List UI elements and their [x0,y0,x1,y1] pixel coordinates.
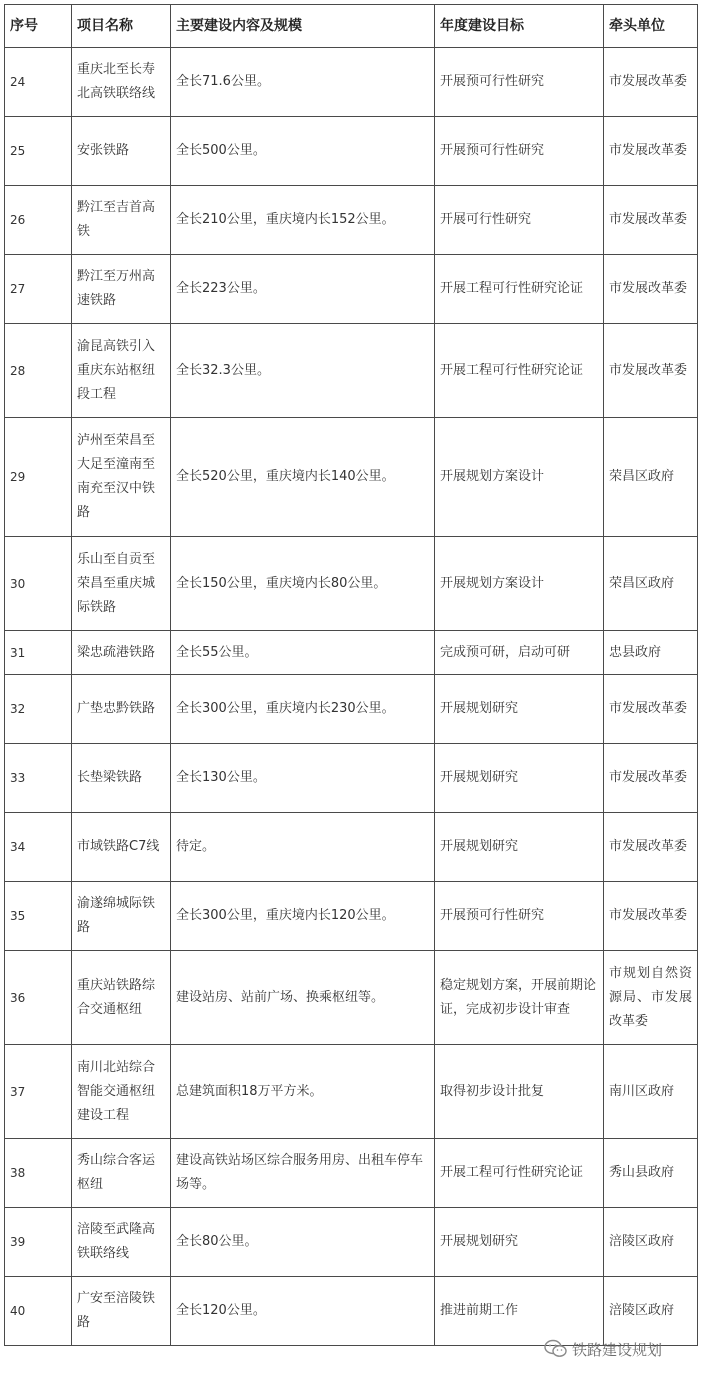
cell-content: 全长32.3公里。 [171,324,435,418]
cell-project-name: 重庆站铁路综合交通枢纽 [72,951,171,1045]
cell-target: 完成预可研，启动可研 [435,631,604,675]
cell-seq: 34 [5,813,72,882]
header-content: 主要建设内容及规模 [171,5,435,48]
table-row [5,951,698,1045]
cell-seq: 26 [5,186,72,255]
cell-seq: 29 [5,418,72,537]
cell-lead-unit: 市发展改革委 [604,813,698,882]
cell-lead-unit: 市发展改革委 [604,675,698,744]
cell-lead-unit: 忠县政府 [604,631,698,675]
cell-target: 开展规划研究 [435,744,604,813]
cell-lead-unit: 市发展改革委 [604,324,698,418]
watermark [544,1336,694,1362]
cell-target: 开展预可行性研究 [435,882,604,951]
cell-content: 全长80公里。 [171,1208,435,1277]
header-lead: 牵头单位 [604,5,698,48]
table-row [5,324,698,418]
cell-target: 开展可行性研究 [435,186,604,255]
table-row [5,675,698,744]
cell-content: 待定。 [171,813,435,882]
cell-lead-unit: 市发展改革委 [604,882,698,951]
cell-target: 开展预可行性研究 [435,117,604,186]
cell-seq: 38 [5,1139,72,1208]
cell-content: 全长223公里。 [171,255,435,324]
cell-project-name: 长垫梁铁路 [72,744,171,813]
table-row [5,813,698,882]
cell-project-name: 广垫忠黔铁路 [72,675,171,744]
cell-seq: 24 [5,48,72,117]
cell-project-name: 重庆北至长寿北高铁联络线 [72,48,171,117]
cell-content: 全长520公里，重庆境内长140公里。 [171,418,435,537]
cell-seq: 27 [5,255,72,324]
table-row [5,117,698,186]
cell-seq: 25 [5,117,72,186]
cell-target: 开展规划研究 [435,675,604,744]
cell-content: 全长55公里。 [171,631,435,675]
table-row [5,1208,698,1277]
table-row [5,882,698,951]
cell-content: 全长300公里，重庆境内长120公里。 [171,882,435,951]
watermark-text: 铁路建设规划 [572,1340,663,1359]
project-table [4,4,698,1346]
cell-content: 建设高铁站场区综合服务用房、出租车停车场等。 [171,1139,435,1208]
header-seq: 序号 [5,5,72,48]
header-name: 项目名称 [72,5,171,48]
cell-content: 全长120公里。 [171,1277,435,1346]
table-row [5,418,698,537]
cell-content: 全长130公里。 [171,744,435,813]
cell-seq: 31 [5,631,72,675]
cell-content: 总建筑面积18万平方米。 [171,1045,435,1139]
cell-target: 开展规划方案设计 [435,537,604,631]
cell-lead-unit: 市发展改革委 [604,117,698,186]
table-row [5,1139,698,1208]
cell-lead-unit: 秀山县政府 [604,1139,698,1208]
cell-seq: 35 [5,882,72,951]
cell-target: 稳定规划方案，开展前期论证，完成初步设计审查 [435,951,604,1045]
cell-project-name: 秀山综合客运枢纽 [72,1139,171,1208]
cell-content: 全长210公里，重庆境内长152公里。 [171,186,435,255]
table-header-row [5,5,698,48]
cell-lead-unit: 市发展改革委 [604,744,698,813]
table-row [5,744,698,813]
cell-lead-unit: 市发展改革委 [604,255,698,324]
cell-target: 开展工程可行性研究论证 [435,1139,604,1208]
cell-seq: 37 [5,1045,72,1139]
cell-lead-unit: 荣昌区政府 [604,418,698,537]
cell-lead-unit: 市发展改革委 [604,48,698,117]
cell-project-name: 梁忠疏港铁路 [72,631,171,675]
cell-project-name: 南川北站综合智能交通枢纽建设工程 [72,1045,171,1139]
cell-project-name: 市域铁路C7线 [72,813,171,882]
table-body [5,48,698,1346]
cell-target: 开展工程可行性研究论证 [435,255,604,324]
cell-target: 开展预可行性研究 [435,48,604,117]
cell-target: 开展规划研究 [435,1208,604,1277]
cell-project-name: 广安至涪陵铁路 [72,1277,171,1346]
table-row [5,186,698,255]
cell-lead-unit: 南川区政府 [604,1045,698,1139]
cell-lead-unit: 涪陵区政府 [604,1277,698,1346]
wechat-icon [544,1339,568,1359]
cell-lead-unit: 市发展改革委 [604,186,698,255]
cell-content: 全长300公里，重庆境内长230公里。 [171,675,435,744]
cell-seq: 32 [5,675,72,744]
cell-target: 推进前期工作 [435,1277,604,1346]
cell-project-name: 黔江至吉首高铁 [72,186,171,255]
cell-project-name: 泸州至荣昌至大足至潼南至南充至汉中铁路 [72,418,171,537]
cell-content: 建设站房、站前广场、换乘枢纽等。 [171,951,435,1045]
cell-content: 全长500公里。 [171,117,435,186]
cell-seq: 39 [5,1208,72,1277]
cell-lead-unit: 市规划自然资源局、市发展改革委 [604,951,698,1045]
table-row [5,1045,698,1139]
header-target: 年度建设目标 [435,5,604,48]
cell-project-name: 黔江至万州高速铁路 [72,255,171,324]
table-row [5,255,698,324]
cell-seq: 36 [5,951,72,1045]
cell-seq: 33 [5,744,72,813]
cell-project-name: 涪陵至武隆高铁联络线 [72,1208,171,1277]
cell-target: 取得初步设计批复 [435,1045,604,1139]
cell-target: 开展规划研究 [435,813,604,882]
table-row [5,537,698,631]
table-row [5,631,698,675]
cell-lead-unit: 涪陵区政府 [604,1208,698,1277]
cell-target: 开展工程可行性研究论证 [435,324,604,418]
cell-content: 全长71.6公里。 [171,48,435,117]
cell-seq: 30 [5,537,72,631]
cell-project-name: 安张铁路 [72,117,171,186]
table-row [5,48,698,117]
cell-project-name: 渝昆高铁引入重庆东站枢纽段工程 [72,324,171,418]
cell-seq: 40 [5,1277,72,1346]
cell-project-name: 渝遂绵城际铁路 [72,882,171,951]
cell-target: 开展规划方案设计 [435,418,604,537]
cell-lead-unit: 荣昌区政府 [604,537,698,631]
cell-seq: 28 [5,324,72,418]
cell-project-name: 乐山至自贡至荣昌至重庆城际铁路 [72,537,171,631]
cell-content: 全长150公里，重庆境内长80公里。 [171,537,435,631]
